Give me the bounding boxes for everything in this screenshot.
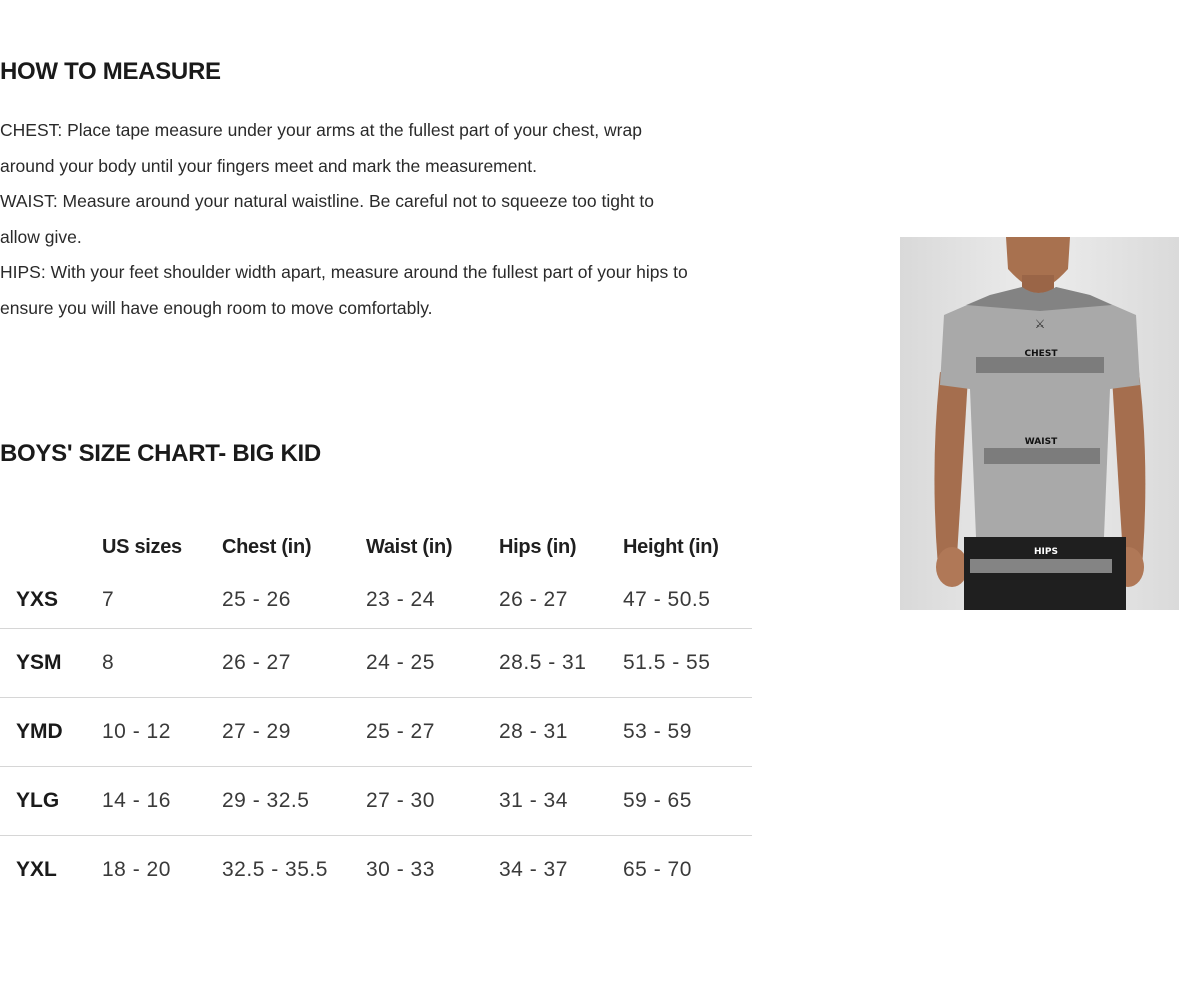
waist-cell: 30 - 33 <box>366 835 499 904</box>
height-cell: 59 - 65 <box>623 766 752 835</box>
table-row <box>0 766 752 835</box>
how-to-measure-heading: HOW TO MEASURE <box>0 58 221 85</box>
hips-cell: 31 - 34 <box>499 766 623 835</box>
us-size-cell: 18 - 20 <box>102 835 222 904</box>
chest-band-label: CHEST <box>1024 349 1058 359</box>
us-size-cell: 7 <box>102 587 115 611</box>
waist-instruction: WAIST: Measure around your natural waistline. Be careful not to squeeze too tight to allow give. <box>0 191 655 247</box>
us-size-cell: 14 - 16 <box>102 766 222 835</box>
size-chart-table <box>0 522 752 904</box>
header-us-sizes: US sizes <box>102 535 182 558</box>
height-cell: 53 - 59 <box>623 697 752 766</box>
hips-cell: 28 - 31 <box>499 697 623 766</box>
left-hand-shape <box>936 547 968 587</box>
hips-band <box>970 559 1112 573</box>
chest-cell: 29 - 32.5 <box>222 766 366 835</box>
waist-cell: 24 - 25 <box>366 628 499 697</box>
chest-cell: 27 - 29 <box>222 697 366 766</box>
measurement-figure <box>900 237 1179 610</box>
header-size-code <box>0 522 102 572</box>
size-code-cell: YMD <box>0 697 102 766</box>
height-cell: 51.5 - 55 <box>623 628 752 697</box>
measure-instructions <box>0 113 690 326</box>
brand-logo-icon: ⚔ <box>1034 317 1046 331</box>
waist-cell: 25 - 27 <box>366 697 499 766</box>
size-chart-heading: BOYS' SIZE CHART- BIG KID <box>0 440 321 467</box>
header-waist: Waist (in) <box>366 535 453 558</box>
table-row <box>0 628 752 697</box>
chest-cell: 32.5 - 35.5 <box>222 835 366 904</box>
header-chest: Chest (in) <box>222 535 312 558</box>
table-row <box>0 572 752 628</box>
size-code-cell: YLG <box>0 766 102 835</box>
size-code-cell: YXS <box>16 587 59 611</box>
model-illustration <box>900 237 1179 610</box>
height-cell: 65 - 70 <box>623 835 752 904</box>
size-code-cell: YXL <box>0 835 102 904</box>
header-hips: Hips (in) <box>499 535 577 558</box>
height-cell: 47 - 50.5 <box>623 587 711 611</box>
waist-cell: 23 - 24 <box>366 587 435 611</box>
waist-cell: 27 - 30 <box>366 766 499 835</box>
us-size-cell: 8 <box>102 628 222 697</box>
hips-cell: 26 - 27 <box>499 587 568 611</box>
us-size-cell: 10 - 12 <box>102 697 222 766</box>
waist-band-label: WAIST <box>1024 437 1058 447</box>
header-height: Height (in) <box>623 535 719 558</box>
size-code-cell: YSM <box>0 628 102 697</box>
hips-instruction: HIPS: With your feet shoulder width apart, measure around the fullest part of your hips to ensure you will have enough room to move comfortably. <box>0 262 688 318</box>
chest-band <box>976 357 1104 373</box>
hips-cell: 34 - 37 <box>499 835 623 904</box>
chest-instruction: CHEST: Place tape measure under your arms at the fullest part of your chest, wrap around your body until your fingers meet and mark the measurement. <box>0 120 642 176</box>
chest-cell: 26 - 27 <box>222 628 366 697</box>
chest-cell: 25 - 26 <box>222 587 291 611</box>
table-header-row <box>0 522 752 572</box>
table-row <box>0 697 752 766</box>
table-row <box>0 835 752 904</box>
waist-band <box>984 448 1100 464</box>
hips-band-label: HIPS <box>1034 547 1058 557</box>
hips-cell: 28.5 - 31 <box>499 628 623 697</box>
